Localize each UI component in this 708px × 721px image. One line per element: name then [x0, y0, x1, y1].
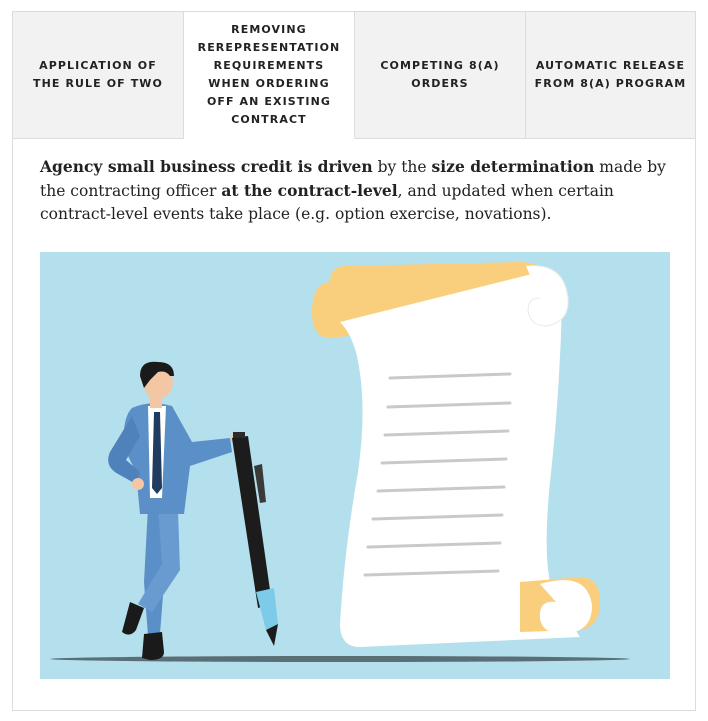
tab-panel [12, 11, 696, 711]
man-shoe-back [142, 632, 164, 660]
tab-competing-8a-orders[interactable] [355, 12, 526, 139]
pen-cap-top [233, 432, 245, 438]
intro-text-2: by the [372, 158, 432, 176]
tab-application-rule-of-two[interactable] [13, 12, 184, 139]
scroll-bottom-curl [540, 580, 592, 634]
intro-bold-1: Agency small business credit is driven [40, 157, 373, 176]
intro-bold-3: size determination [431, 157, 595, 176]
intro-paragraph [40, 155, 680, 226]
tab-label: REMOVING REREPRESENTATION REQUIREMENTS WHEN ORDERING OFF AN EXISTING CONTRACT [197, 23, 341, 126]
intro-bold-5: at the contract-level [221, 181, 398, 200]
intro-text-6: , and updated when certain contract-level events take place (e.g. option exercise, novations). [40, 182, 614, 223]
tab-removing-rerepresentation[interactable] [184, 12, 355, 139]
man-hand-hip [132, 478, 144, 490]
tab-label: COMPETING 8(A) ORDERS [380, 59, 500, 90]
tab-label: APPLICATION OF THE RULE OF TWO [33, 59, 163, 90]
ground-shadow [50, 656, 630, 662]
intro-text-4: made by the contracting officer [40, 158, 666, 200]
tab-bar [13, 12, 695, 139]
businessman-scroll-illustration [40, 252, 670, 679]
tab-label: AUTOMATIC RELEASE FROM 8(A) PROGRAM [534, 59, 687, 90]
tab-automatic-release[interactable] [526, 12, 695, 139]
